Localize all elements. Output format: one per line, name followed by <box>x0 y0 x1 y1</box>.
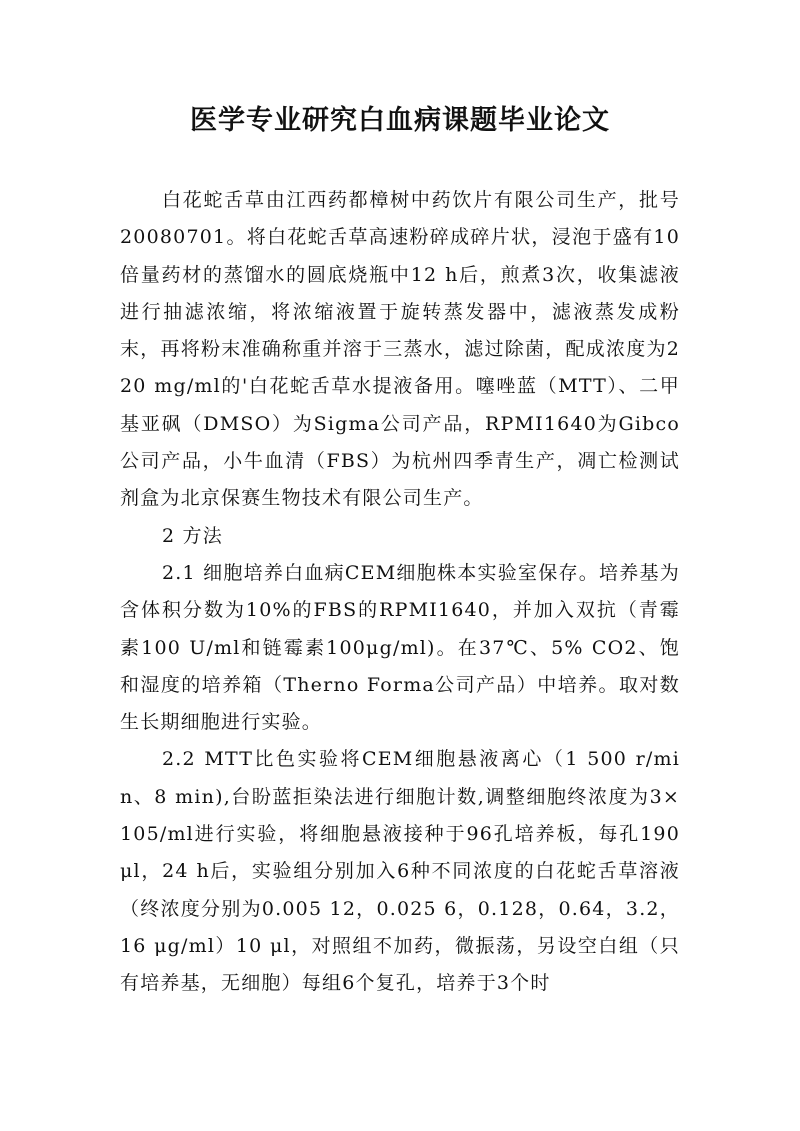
document-body <box>120 182 680 1003</box>
document-title: 医学专业研究白血病课题毕业论文 <box>190 105 610 136</box>
paragraph-cell-culture: 2.1 细胞培养白血病CEM细胞株本实验室保存。培养基为含体积分数为10%的FBS的RPMI1640，并加入双抗（青霉素100 U/ml和链霉素100μg/ml)。在37℃、5% CO2、饱和湿度的培养箱（Therno Forma公司产品）中培养。取对数生长期细胞进行实验。 <box>120 561 680 734</box>
paragraph-mtt-assay: 2.2 MTT比色实验将CEM细胞悬液离心（1 500 r/min、8 min),台盼蓝拒染法进行细胞计数,调整细胞终浓度为3×105/ml进行实验，将细胞悬液接种于96孔培养板，每孔190 μl，24 h后，实验组分别加入6种不同浓度的白花蛇舌草溶液（终浓度分别为0.005 12，0.025 6，0.128，0.64，3.2，16 μg/ml）10 μl，对照组不加药，微振荡，另设空白组（只有培养基，无细胞）每组6个复孔，培养于3个时 <box>120 748 680 995</box>
section-heading-methods: 2 方法 <box>162 524 223 547</box>
paragraph-materials: 白花蛇舌草由江西药都樟树中药饮片有限公司生产，批号20080701。将白花蛇舌草高速粉碎成碎片状，浸泡于盛有10倍量药材的蒸馏水的圆底烧瓶中12 h后，煎煮3次，收集滤液进行抽滤浓缩，将浓缩液置于旋转蒸发器中，滤液蒸发成粉末，再将粉末准确称重并溶于三蒸水，滤过除菌，配成浓度为220 mg/ml的'白花蛇舌草水提液备用。噻唑蓝（MTT）、二甲基亚砜（DMSO）为Sigma公司产品，RPMI1640为Gibco公司产品，小牛血清（FBS）为杭州四季青生产，凋亡检测试剂盒为北京保赛生物技术有限公司生产。 <box>120 189 680 510</box>
